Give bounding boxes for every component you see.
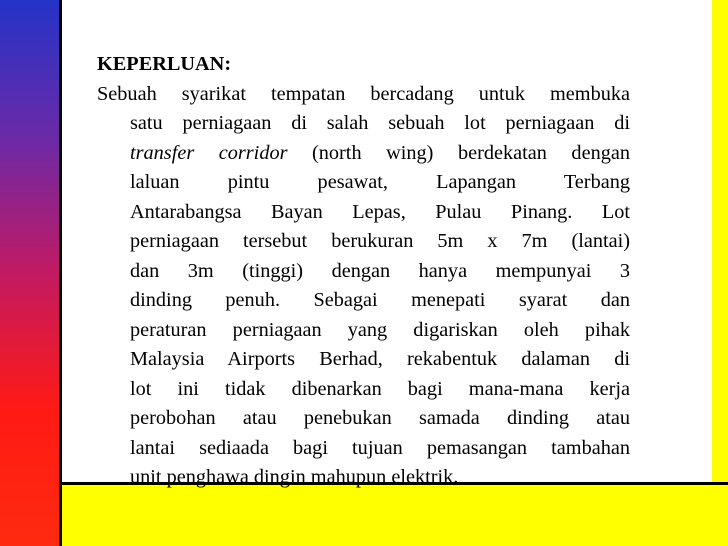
paragraph-line <box>97 168 630 198</box>
paragraph-line <box>97 198 630 228</box>
line-text: laluan pintu pesawat, Lapangan Terbang <box>130 171 630 193</box>
bottom-yellow-bar <box>62 485 728 546</box>
right-yellow-bar <box>712 0 728 546</box>
vertical-divider-line <box>59 0 62 546</box>
line-text: (north wing) berdekatan dengan <box>287 141 630 164</box>
slide-heading: KEPERLUAN: <box>97 53 232 75</box>
paragraph-line <box>97 286 630 316</box>
line-text: perniagaan tersebut berukuran 5m x 7m (lantai) <box>130 230 630 252</box>
line-text: peraturan perniagaan yang digariskan oleh pihak <box>130 318 630 341</box>
paragraph-line <box>97 345 630 375</box>
slide-paragraph <box>97 80 630 493</box>
line-text: Malaysia Airports Berhad, rekabentuk dalaman di <box>130 348 630 370</box>
line-text: perobohan atau penebukan samada dinding atau <box>130 407 630 429</box>
left-gradient-bar <box>0 0 59 546</box>
paragraph-line <box>97 139 630 169</box>
paragraph-line <box>97 80 630 110</box>
paragraph-line <box>97 109 630 139</box>
line-text: lot ini tidak dibenarkan bagi mana-mana kerja <box>130 377 630 400</box>
paragraph-line <box>97 316 630 346</box>
line-text: unit penghawa dingin mahupun elektrik. <box>130 466 459 488</box>
slide-content <box>97 50 630 493</box>
line-text: dinding penuh. Sebagai menepati syarat dan <box>130 289 630 311</box>
line-text: lantai sediaada bagi tujuan pemasangan tambahan <box>130 436 630 459</box>
line-text: dan 3m (tinggi) dengan hanya mempunyai 3 <box>130 259 630 282</box>
paragraph-line <box>97 227 630 257</box>
italic-term: transfer corridor <box>130 141 288 164</box>
paragraph-line <box>97 434 630 464</box>
line-text: Sebuah syarikat tempatan bercadang untuk membuka <box>97 82 630 105</box>
paragraph-line <box>97 463 630 493</box>
paragraph-line <box>97 257 630 287</box>
line-text: Antarabangsa Bayan Lepas, Pulau Pinang. Lot <box>130 200 630 223</box>
paragraph-line <box>97 375 630 405</box>
line-text: satu perniagaan di salah sebuah lot perniagaan di <box>130 112 630 134</box>
paragraph-line <box>97 404 630 434</box>
